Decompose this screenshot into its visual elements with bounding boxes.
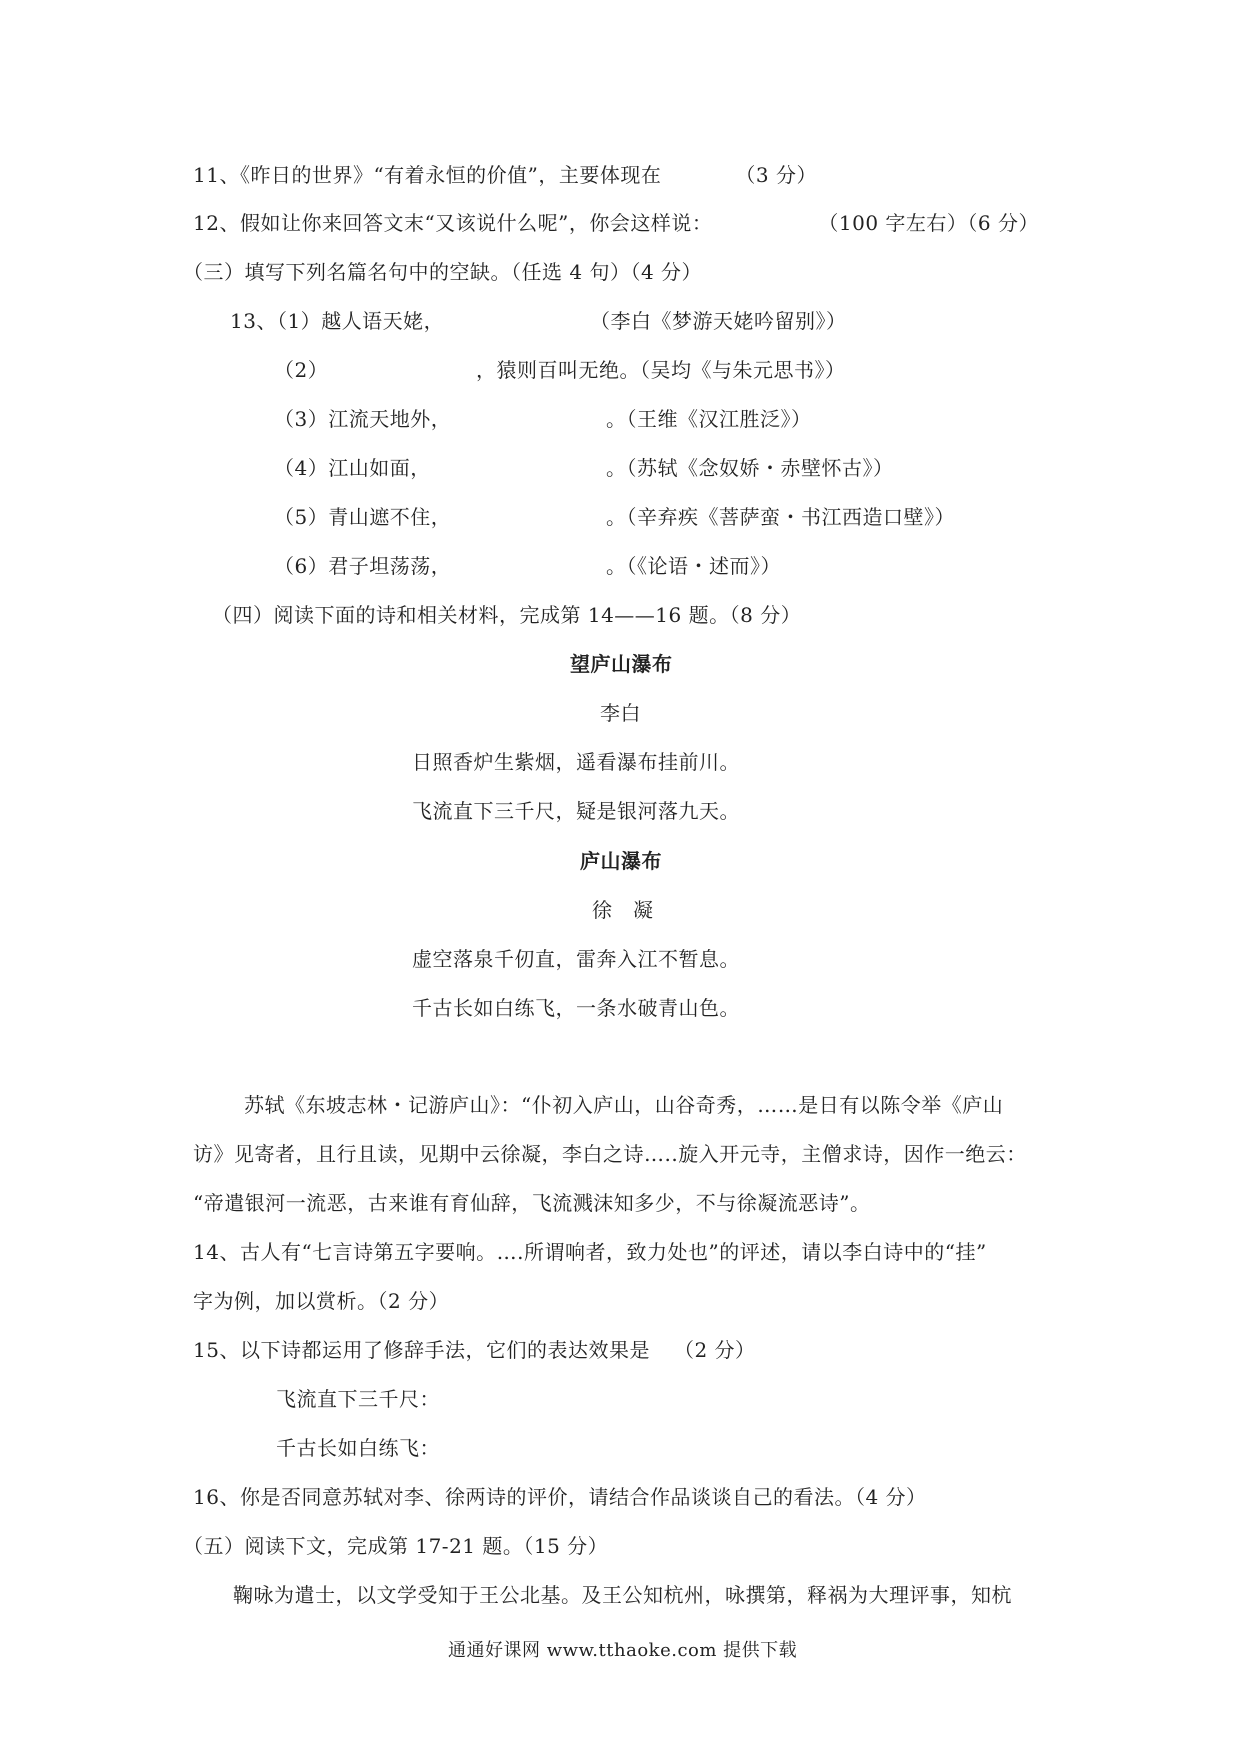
question-12-text: 12、假如让你来回答文末“又该说什么呢”，你会这样说：: [193, 211, 713, 235]
passage-first-line: 鞠咏为遣士，以文学受知于王公北基。及王公知杭州，咏撰第，释祸为大理评事，知杭: [233, 1583, 1012, 1607]
q13-item-num: 13、（1）: [230, 309, 322, 333]
question-11: [193, 165, 817, 185]
q13-item-3-source: 。（王维《汉江胜泛》）: [606, 407, 812, 431]
poem-1-author: 李白: [600, 701, 641, 725]
poem-1-line-2: 飞流直下三千尺，疑是银河落九天。: [412, 799, 740, 823]
question-16: 16、你是否同意苏轼对李、徐两诗的评价，请结合作品谈谈自己的看法。（4 分）: [193, 1485, 927, 1509]
poem-1-line-1: 日照香炉生紫烟，遥看瀑布挂前川。: [412, 750, 740, 774]
q13-item-6-source: 。（《论语・述而》）: [606, 554, 781, 578]
question-15: [193, 1340, 756, 1360]
q13-item-2: （2）: [274, 358, 329, 382]
q13-item-num: （6）: [274, 554, 329, 578]
question-11-text: 11、《昨日的世界》“有着永恒的价值”，主要体现在: [193, 163, 662, 187]
question-15-item-a: 飞流直下三千尺：: [276, 1387, 440, 1411]
poem-1-title: 望庐山瀑布: [570, 652, 673, 676]
material-paragraph-line-1: 苏轼《东坡志林・记游庐山》：“仆初入庐山，山谷奇秀，……是日有以陈令举《庐山: [244, 1093, 1004, 1117]
q13-item-left: 江山如面，: [328, 456, 431, 480]
q13-item-num: （5）: [274, 505, 329, 529]
q13-item-left: 君子坦荡荡，: [328, 554, 452, 578]
section-3-heading: （三）填写下列名篇名句中的空缺。（任选 4 句）（4 分）: [183, 260, 703, 284]
question-14-line-2: 字为例，加以赏析。（2 分）: [193, 1289, 450, 1313]
question-11-score: （3 分）: [735, 163, 817, 187]
question-15-text: 15、以下诗都运用了修辞手法，它们的表达效果是: [193, 1338, 650, 1362]
q13-item-5: [274, 507, 451, 527]
poem-2-author: 徐 凝: [592, 898, 654, 922]
q13-item-left: 江流天地外，: [328, 407, 452, 431]
q13-item-2-source: ，猿则百叫无绝。（吴均《与朱元思书》）: [476, 358, 846, 382]
question-14-line-1: 14、古人有“七言诗第五字要响。….所谓响者，致力处也”的评述，请以李白诗中的“挂”: [193, 1240, 987, 1264]
q13-item-4: [274, 458, 431, 478]
q13-item-5-source: 。（辛弃疾《菩萨蛮・书江西造口壁》）: [606, 505, 955, 529]
question-15-item-b: 千古长如白练飞：: [276, 1436, 440, 1460]
question-12: [193, 213, 1039, 233]
question-15-score: （2 分）: [673, 1338, 756, 1362]
q13-item-1: [230, 311, 444, 331]
q13-item-1-source: （李白《梦游天姥吟留别》）: [590, 309, 847, 333]
q13-item-num: （3）: [274, 407, 329, 431]
question-12-score: （100 字左右）（6 分）: [818, 211, 1040, 235]
section-5-heading: （五）阅读下文，完成第 17-21 题。（15 分）: [183, 1534, 609, 1558]
section-4-heading: （四）阅读下面的诗和相关材料，完成第 14——16 题。（8 分）: [212, 603, 802, 627]
q13-item-4-source: 。（苏轼《念奴娇・赤壁怀古》）: [606, 456, 894, 480]
poem-2-title: 庐山瀑布: [580, 849, 662, 873]
q13-item-3: [274, 409, 451, 429]
material-paragraph-line-2: 访》见寄者，且行且读，见期中云徐凝，李白之诗…..旋入开元寺，主僧求诗，因作一绝云：: [193, 1142, 1027, 1166]
q13-item-num: （4）: [274, 456, 329, 480]
q13-item-left: 青山遮不住，: [328, 505, 452, 529]
poem-2-line-2: 千古长如白练飞，一条水破青山色。: [412, 996, 740, 1020]
poem-2-line-1: 虚空落泉千仞直，雷奔入江不暂息。: [412, 947, 740, 971]
q13-item-6: [274, 556, 451, 576]
q13-item-left: 越人语天姥，: [321, 309, 445, 333]
material-paragraph-line-3: “帝遣银河一流恶，古来谁有育仙辞，飞流溅沫知多少，不与徐凝流恶诗”。: [193, 1191, 871, 1215]
page-footer: 通通好课网 www.tthaoke.com 提供下载: [448, 1640, 798, 1661]
